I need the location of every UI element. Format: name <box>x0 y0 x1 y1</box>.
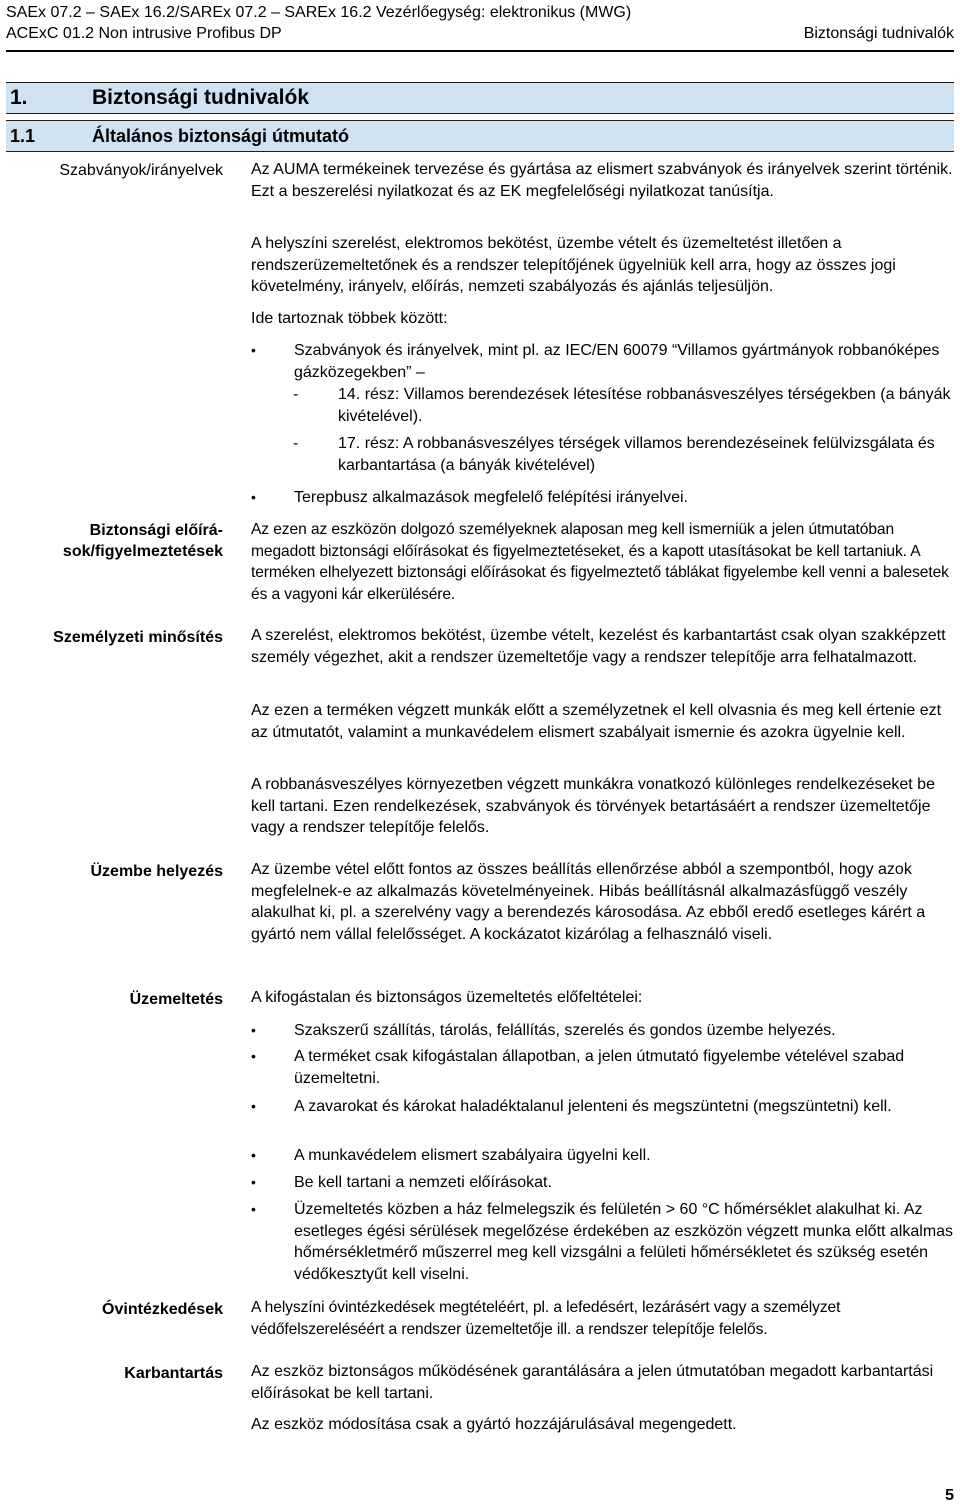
standards-requirements-paragraph: A helyszíni szerelést, elektromos bekötést, üzembe vételt és üzemeltetést illetően a rendszerüzemeltetőnek és a rendszer telepítőjének ügyelniük kell arra, hogy az összes jogi követelmény, irányelv, előírás, nemzeti szabályozás és ajánlás teljesüljön. <box>251 235 896 296</box>
personnel-label: Személyzeti minősítés <box>53 629 223 646</box>
personnel-paragraph-1: A szerelést, elektromos bekötést, üzembe vételt, kezelést és karbantartást csak olyan szakképzett személy végezhet, akit a rendszer üzemeltetője vagy a rendszer telepítője arra felhatalmazott. <box>251 627 946 666</box>
commissioning-body <box>251 859 954 945</box>
maintenance-body-1 <box>251 1361 954 1404</box>
safety-notes-paragraph: Az ezen az eszközön dolgozó személyeknek alaposan meg kell ismerniük a jelen útmutatóban megadott biztonsági előírásokat és figyelmeztetéseket, és a kapott utasításokat be kell tartaniuk. A terméken elhelyezett biztonsági előírásokat és figyelmeztető táblákat figyelembe kell venni a balesetek és a vagyoni kár elkerülésére. <box>251 521 949 603</box>
safety-notes-body <box>251 519 954 605</box>
standards-subitem-2: 17. rész: A robbanásveszélyes térségek villamos berendezéseinek felülvizsgálata és karbantartása (a bányák kivételével) <box>338 435 935 474</box>
chapter-title: Biztonsági tudnivalók <box>92 86 310 109</box>
page-header <box>6 2 954 44</box>
header-product-variant: ACExC 01.2 Non intrusive Profibus DP <box>6 25 282 42</box>
standards-intro <box>251 159 954 202</box>
operation-bullet-3: A zavarokat és károkat haladéktalanul jelenteni és megszüntetni (megszüntetni) kell. <box>294 1098 892 1115</box>
personnel-paragraph-2: Az ezen a terméken végzett munkák előtt a személyzetnek el kell olvasnia és meg kell értenie ezt az útmutatót, valamint a munkavédelem elismert szabályait ismernie és azokra ügyelnie kell. <box>251 702 942 741</box>
chapter-heading <box>6 82 954 114</box>
operation-label: Üzemeltetés <box>129 991 223 1008</box>
page-number: 5 <box>945 1487 954 1504</box>
safety-notes-label-line2: sok/figyelmeztetések <box>62 543 223 560</box>
personnel-body-2 <box>251 700 954 743</box>
precautions-label: Óvintézkedések <box>102 1301 223 1318</box>
operation-bullet-5: Be kell tartani a nemzeti előírásokat. <box>294 1174 552 1191</box>
standards-body <box>251 233 954 298</box>
section-title: Általános biztonsági útmutató <box>92 126 350 146</box>
standards-label: Szabványok/irányelvek <box>59 162 223 179</box>
operation-bullet-2: A terméket csak kifogástalan állapotban, a jelen útmutató figyelembe vételével szabad üzemeltetni. <box>294 1048 905 1087</box>
list-item <box>251 1020 954 1042</box>
personnel-body-3 <box>251 774 954 839</box>
standards-list-lead: Ide tartoznak többek között: <box>251 310 448 327</box>
maintenance-label: Karbantartás <box>124 1365 223 1382</box>
section-number: 1.1 <box>10 126 36 146</box>
list-item <box>251 1199 954 1285</box>
operation-intro <box>251 987 954 1009</box>
section-heading <box>6 120 954 152</box>
maintenance-body-2 <box>251 1414 954 1436</box>
commissioning-paragraph: Az üzembe vétel előtt fontos az összes beállítás ellenőrzése abból a szempontból, hogy azok megfelelnek-e az alkalmazás követelményeinek. Hibás beállításnál alkalmazásfüggő veszély alakulhat ki, pl. a szerelvény vagy a berendezés károsodása. Az ebből eredő esetleges kárért a gyártó nem vállal felelősséget. A kockázatot kizárólag a felhasználó viseli. <box>251 861 926 943</box>
list-item <box>251 1145 954 1167</box>
standards-paragraph: Az AUMA termékeinek tervezése és gyártása az elismert szabványok és irányelvek szerint történik. Ezt a beszerelési nyilatkozat és az EK megfelelőségi nyilatkozat tanúsítja. <box>251 161 953 200</box>
operation-bullet-1: Szakszerű szállítás, tárolás, felállítás, szerelés és gondos üzembe helyezés. <box>294 1022 836 1039</box>
maintenance-paragraph-1: Az eszköz biztonságos működésének garantálására a jelen útmutatóban megadott karbantartási előírásokat be kell tartani. <box>251 1363 934 1402</box>
list-item <box>251 1172 954 1194</box>
header-product-line: SAEx 07.2 – SAEx 16.2/SAREx 07.2 – SAREx 16.2 Vezérlőegység: elektronikus (MWG) <box>6 4 632 21</box>
standards-bullet-2: Terepbusz alkalmazások megfelelő felépítési irányelvei. <box>294 489 688 506</box>
operation-bullet-4: A munkavédelem elismert szabályaira ügyelni kell. <box>294 1147 651 1164</box>
personnel-body-1 <box>251 625 954 668</box>
operation-bullet-6: Üzemeltetés közben a ház felmelegszik és felületén > 60 °C hőmérséklet alakulhat ki. Az esetleges égési sérülések megelőzése érdekében az eszközön végzett munka előtt alkalmas hőmérsékletmérő műszerrel meg kell vizsgálni a felületi hőmérsékletet és szükség esetén védőkesztyűt kell viselni. <box>294 1201 954 1283</box>
maintenance-paragraph-2: Az eszköz módosítása csak a gyártó hozzájárulásával megengedett. <box>251 1416 737 1433</box>
precautions-paragraph: A helyszíni óvintézkedések megtételéért, pl. a lefedésért, lezárásért vagy a személyzet védőfelszereléséért a rendszer üzemeltetője ill. a rendszer telepítője felelős. <box>251 1299 841 1338</box>
list-item <box>251 1046 954 1089</box>
dash-marker: - <box>293 386 299 403</box>
chapter-number: 1. <box>10 86 28 109</box>
safety-notes-label-line1: Biztonsági előírá- <box>89 522 223 539</box>
personnel-paragraph-3: A robbanásveszélyes környezetben végzett munkákra vonatkozó különleges rendelkezéseket be kell tartani. Ezen rendelkezések, szabványok és törvények betartásáért a rendszer üzemeltetője vagy a rendszer telepítője felelős. <box>251 776 935 837</box>
header-rule <box>6 50 954 52</box>
header-section-name: Biztonsági tudnivalók <box>803 25 954 42</box>
precautions-body <box>251 1297 954 1340</box>
standards-bullet-1: Szabványok és irányelvek, mint pl. az IEC/EN 60079 “Villamos gyártmányok robbanóképes gázközegekben” – <box>294 342 940 381</box>
commissioning-label: Üzembe helyezés <box>90 863 223 880</box>
list-item <box>293 384 954 427</box>
standards-subitem-1: 14. rész: Villamos berendezések létesítése robbanásveszélyes térségekben (a bányák kivételével). <box>338 386 951 425</box>
list-item <box>251 340 954 383</box>
list-item <box>251 1096 954 1118</box>
dash-marker: - <box>293 435 299 452</box>
safety-notes-label <box>3 520 223 562</box>
standards-list-intro <box>251 308 954 330</box>
operation-paragraph: A kifogástalan és biztonságos üzemeltetés előfeltételei: <box>251 989 643 1006</box>
list-item <box>251 487 954 509</box>
list-item <box>293 433 954 476</box>
